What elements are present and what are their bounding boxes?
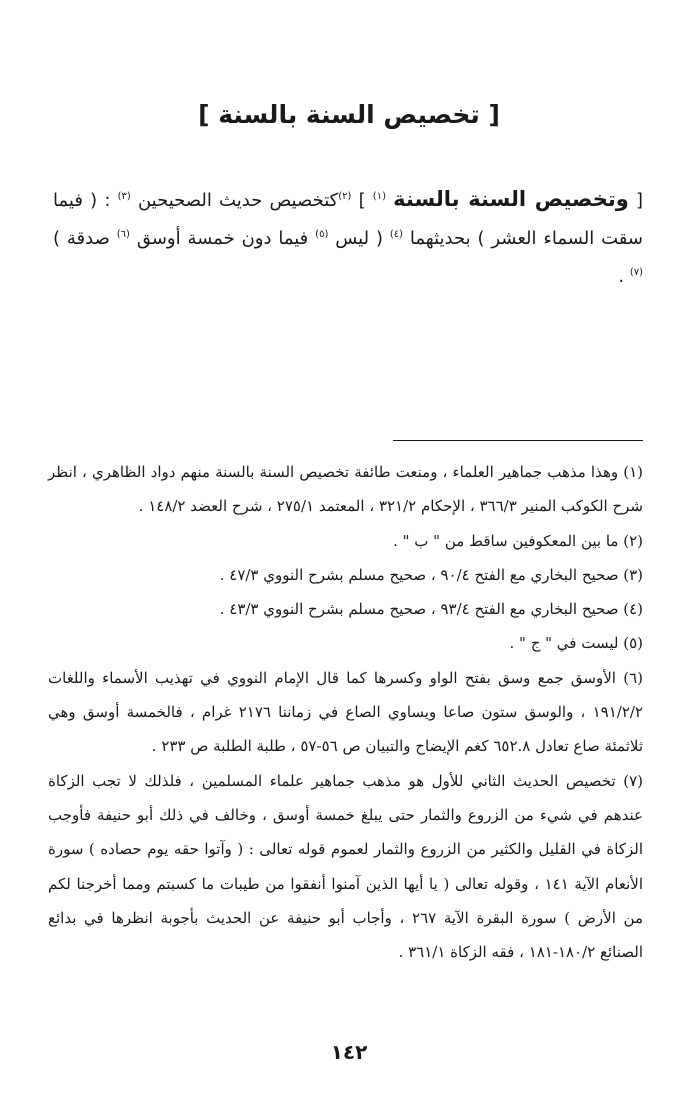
bracket-close: ] — [358, 190, 366, 211]
phrase-2: ( فيما سقت السماء العشر ) بحديثهما — [53, 190, 643, 249]
footnote-2: (٢) ما بين المعكوفين ساقط من " ب " . — [393, 531, 643, 550]
footnote-5: (٥) ليست في " ج " . — [509, 634, 643, 653]
page-number: ١٤٢ — [330, 1040, 368, 1064]
section-heading: [ تخصيص السنة بالسنة ] — [198, 100, 500, 129]
footnote-ref-3[interactable]: (٣) — [117, 191, 131, 202]
footnote-ref-4[interactable]: (٤) — [389, 229, 404, 240]
footnote-1: (١) وهذا مذهب جماهير العلماء ، ومنعت طائفة تخصيص السنة بالسنة منهم دواد الظاهري ، انظر شرح الكوكب المنير ٣٦٦/٣ ، الإحكام ٣٢١/٢ ، المعتمد ٢٧٥/١ ، شرح العضد ١٤٨/٢ . — [48, 463, 643, 516]
footnote-ref-5[interactable]: (٥) — [315, 229, 329, 240]
phrase-3: ( ليس — [335, 228, 383, 249]
footnote-3: (٣) صحيح البخاري مع الفتح ٩٠/٤ ، صحيح مسلم بشرح النووي ٤٧/٣ . — [219, 565, 643, 584]
footnotes — [48, 455, 643, 969]
footnote-ref-7[interactable]: (٧) — [629, 267, 643, 278]
phrase-4: فيما دون خمسة أوسق — [136, 228, 309, 249]
title-phrase: وتخصيص السنة بالسنة — [393, 187, 629, 211]
colon: : — [104, 190, 111, 211]
footnote-ref-1[interactable]: (١) — [372, 191, 386, 202]
main-text — [53, 180, 643, 296]
end-mark: . — [618, 266, 625, 287]
footnote-separator — [393, 440, 643, 441]
footnote-ref-2[interactable]: (٢) — [338, 191, 352, 202]
phrase-5: صدقة ) — [53, 228, 110, 249]
footnote-ref-6[interactable]: (٦) — [116, 229, 130, 240]
footnote-6: (٦) الأوسق جمع وسق بفتح الواو وكسرها كما قال الإمام النووي في تهذيب الأسماء واللغات ١٩١/٢/٢ ، والوسق ستون صاعا ويساوي الصاع في زماننا ٢١٧٦ غرام ، فالخمسة أوسق وهي ثلاثمئة صاع تعادل ٦٥٢.٨ كغم الإيضاح والتبيان ص ٥٦-٥٧ ، طلبة الطلبة ص ٢٣٣ . — [48, 668, 643, 756]
footnote-7: (٧) تخصيص الحديث الثاني للأول هو مذهب جماهير علماء المسلمين ، فلذلك لا تجب الزكاة عندهم في شيء من الزروع والثمار حتى يبلغ خمسة أوسق ، وخالف في ذلك أبو حنيفة فأوجب الزكاة في القليل والكثير من الزروع والثمار لعموم قوله تعالى : ( وآتوا حقه يوم حصاده ) سورة الأنعام الآية ١٤١ ، وقوله تعالى ( يا أيها الذين آمنوا أنفقوا من طيبات ما كسبتم ومما أخرجنا لكم من الأرض ) سورة البقرة الآية ٢٦٧ ، وأجاب أبو حنيفة عن الحديث بأجوبة انظرها في بدائع الصنائع ١٨٠/٢-١٨١ ، فقه الزكاة ٣٦١/١ . — [48, 771, 643, 962]
phrase-1: كتخصيص حديث الصحيحين — [137, 190, 339, 211]
bracket-open: [ — [635, 190, 644, 211]
footnote-4: (٤) صحيح البخاري مع الفتح ٩٣/٤ ، صحيح مسلم بشرح النووي ٤٣/٣ . — [219, 600, 643, 619]
